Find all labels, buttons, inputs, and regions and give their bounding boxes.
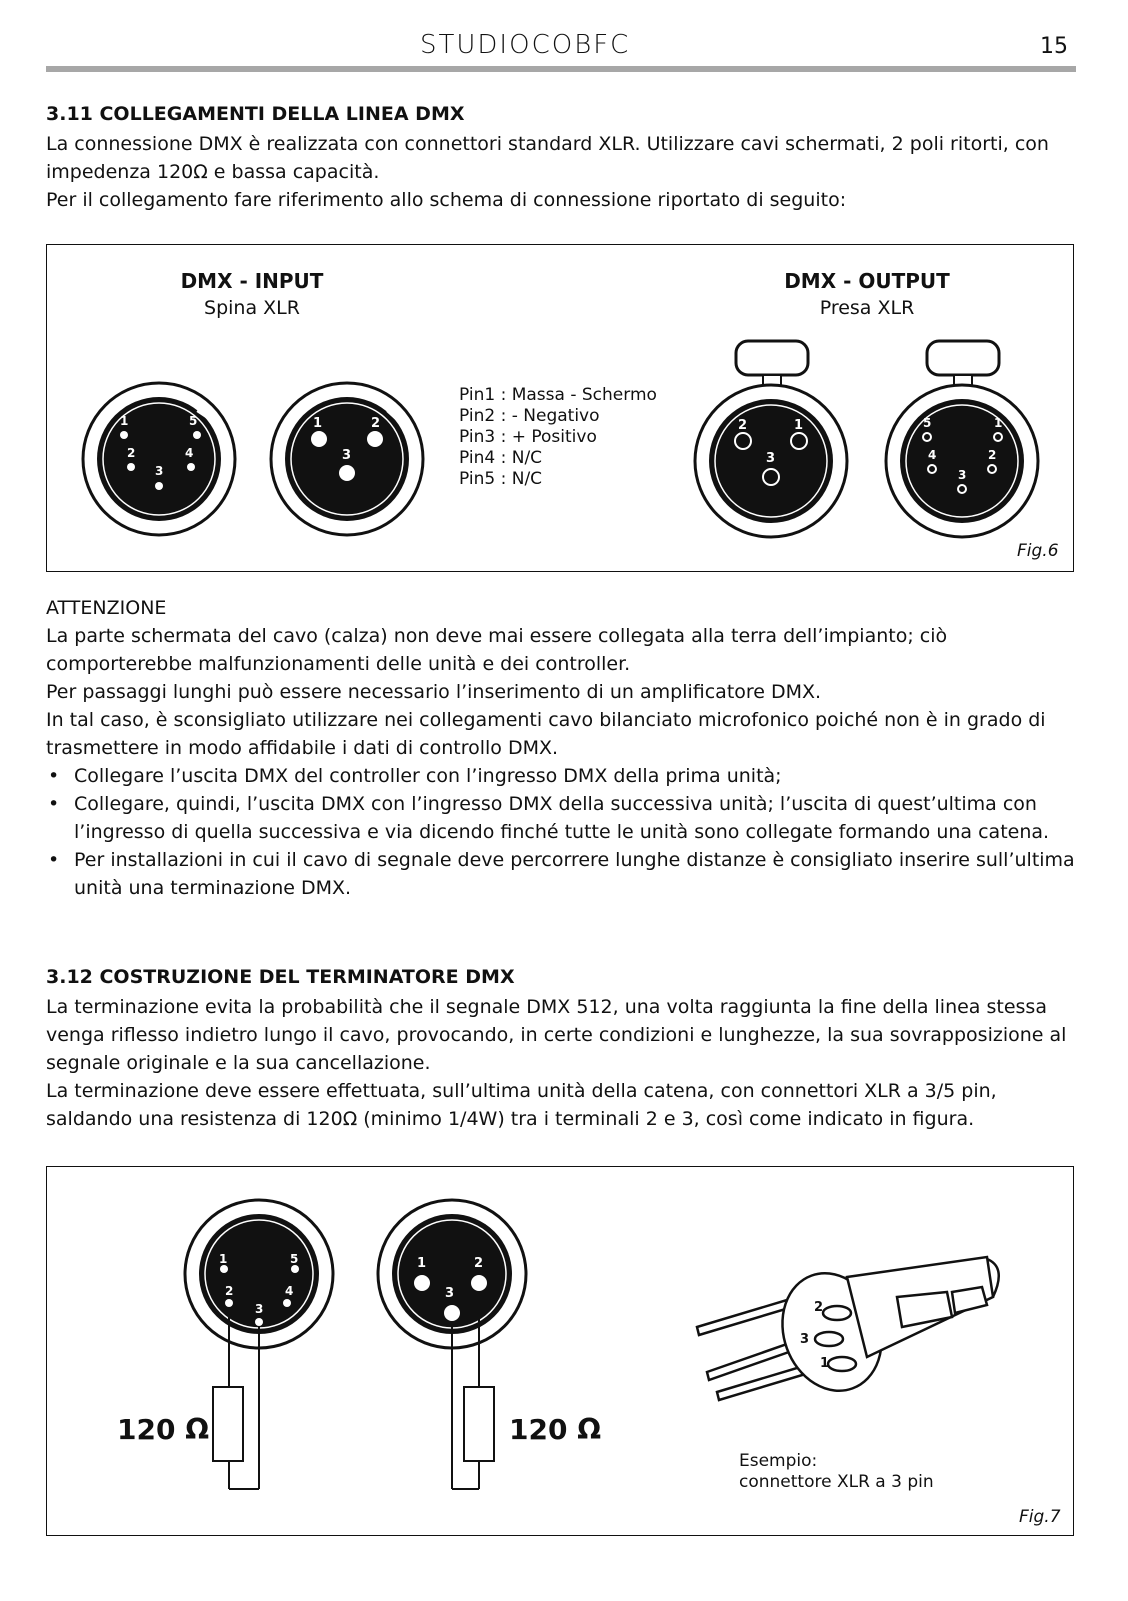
xlr-female-5pin-diagram bbox=[882, 337, 1042, 547]
header-rule bbox=[46, 66, 1076, 72]
section-3-11-intro-2: Per il collegamento fare riferimento allo schema di connessione riportato di seguito: bbox=[46, 189, 847, 211]
pin-label: 3 bbox=[342, 448, 352, 463]
figure-6-label: Fig.6 bbox=[1017, 541, 1059, 561]
pin-label: 2 bbox=[371, 416, 381, 431]
pin-label: 4 bbox=[285, 1284, 294, 1298]
pin-label: 4 bbox=[928, 448, 937, 462]
dmx-input-title: DMX - INPUT bbox=[180, 269, 324, 293]
pin-legend-item: Pin2 : - Negativo bbox=[459, 406, 600, 426]
pin-label: 3 bbox=[958, 468, 967, 482]
example-caption-line: connettore XLR a 3 pin bbox=[739, 1472, 934, 1492]
attention-paragraph: In tal caso, è sconsigliato utilizzare nei collegamenti cavo bilanciato microfonico poiché non è in grado di trasmettere in modo affidabile i dati di controllo DMX. bbox=[46, 709, 1046, 759]
xlr-female-3pin-diagram bbox=[691, 337, 851, 547]
dmx-input-subtitle: Spina XLR bbox=[204, 297, 300, 319]
attention-bullets bbox=[46, 762, 1076, 902]
pin-legend-item: Pin5 : N/C bbox=[459, 469, 543, 489]
plug-pin-label: 3 bbox=[800, 1332, 810, 1347]
xlr-male-3pin-diagram bbox=[267, 379, 427, 539]
pin-label: 1 bbox=[313, 416, 323, 431]
section-3-12-paragraph: La terminazione evita la probabilità che il segnale DMX 512, una volta raggiunta la fine della linea stessa venga riflesso indietro lungo il cavo, provocando, in certe condizioni e lunghezze, la sua sovrapposizione al segnale originale e la sua cancellazione. bbox=[46, 996, 1067, 1074]
page-number: 15 bbox=[1040, 34, 1068, 59]
pin-label: 1 bbox=[120, 414, 129, 428]
pin-label: 3 bbox=[255, 1302, 264, 1316]
attention-block bbox=[46, 594, 1076, 902]
section-title-3-11: 3.11 COLLEGAMENTI DELLA LINEA DMX bbox=[46, 103, 465, 125]
attention-paragraph: La parte schermata del cavo (calza) non deve mai essere collegata alla terra dell’impianto; ciò comporterebbe malfunzionamenti delle unità e dei controller. bbox=[46, 625, 948, 675]
pin-label: 1 bbox=[219, 1252, 228, 1266]
bullet-item: • Collegare l’uscita DMX del controller con l’ingresso DMX della prima unità; bbox=[46, 762, 1076, 790]
pin-label: 2 bbox=[988, 448, 997, 462]
figure-7-label: Fig.7 bbox=[1019, 1507, 1061, 1527]
figure-6 bbox=[46, 244, 1074, 572]
pin-label: 5 bbox=[290, 1252, 299, 1266]
section-title-3-12: 3.12 COSTRUZIONE DEL TERMINATORE DMX bbox=[46, 966, 515, 988]
section-3-12-paragraph: La terminazione deve essere effettuata, sull’ultima unità della catena, con connettori XLR a 3/5 pin, saldando una resistenza di 120Ω (minimo 1/4W) tra i terminali 2 e 3, così come indicato in figura. bbox=[46, 1080, 997, 1130]
attention-paragraph: Per passaggi lunghi può essere necessario l’inserimento di un amplificatore DMX. bbox=[46, 681, 822, 703]
bullet-item: • Collegare, quindi, l’uscita DMX con l’ingresso DMX della successiva unità; l’uscita di quest’ultima con l’ingresso di quella successiva e via dicendo finché tutte le unità sono collegate formando una catena. bbox=[46, 790, 1076, 846]
section-3-12-body bbox=[46, 993, 1076, 1133]
example-caption bbox=[739, 1451, 934, 1493]
pin-label: 3 bbox=[445, 1286, 455, 1301]
pin-label: 2 bbox=[127, 446, 136, 460]
attention-heading: ATTENZIONE bbox=[46, 597, 167, 619]
dmx-output-title: DMX - OUTPUT bbox=[784, 269, 950, 293]
pin-label: 4 bbox=[185, 446, 194, 460]
section-3-11-intro-1: La connessione DMX è realizzata con connettori standard XLR. Utilizzare cavi schermati, 2 poli ritorti, con impedenza 120Ω e bassa capacità. bbox=[46, 133, 1049, 183]
pin-label: 2 bbox=[225, 1284, 234, 1298]
figure-7 bbox=[46, 1166, 1074, 1536]
pin-label: 5 bbox=[189, 414, 198, 428]
pin-label: 2 bbox=[738, 418, 748, 433]
xlr-male-5pin-diagram bbox=[79, 379, 239, 539]
pin-label: 5 bbox=[923, 416, 932, 430]
plug-pin-label: 1 bbox=[820, 1356, 830, 1371]
resistor-value-left: 120 Ω bbox=[117, 1413, 209, 1446]
example-caption-line: Esempio: bbox=[739, 1451, 818, 1471]
pin-legend-item: Pin1 : Massa - Schermo bbox=[459, 385, 657, 405]
pin-label: 3 bbox=[155, 464, 164, 478]
pin-legend-item: Pin4 : N/C bbox=[459, 448, 543, 468]
header-brand: STUDIOCOBFC bbox=[420, 30, 631, 60]
dmx-output-subtitle: Presa XLR bbox=[819, 297, 915, 319]
pin-legend-item: Pin3 : + Positivo bbox=[459, 427, 597, 447]
resistor-value-right: 120 Ω bbox=[509, 1413, 601, 1446]
pin-legend bbox=[459, 385, 657, 490]
pin-label: 1 bbox=[417, 1256, 427, 1271]
pin-label: 2 bbox=[474, 1256, 484, 1271]
section-3-11-body bbox=[46, 130, 1076, 214]
pin-label: 3 bbox=[766, 451, 776, 466]
pin-label: 1 bbox=[794, 418, 804, 433]
xlr-plug-illustration bbox=[697, 1257, 999, 1405]
pin-label: 1 bbox=[994, 416, 1003, 430]
plug-pin-label: 2 bbox=[814, 1300, 824, 1315]
bullet-item: • Per installazioni in cui il cavo di segnale deve percorrere lunghe distanze è consigliato inserire sull’ultima unità una terminazione DMX. bbox=[46, 846, 1076, 902]
